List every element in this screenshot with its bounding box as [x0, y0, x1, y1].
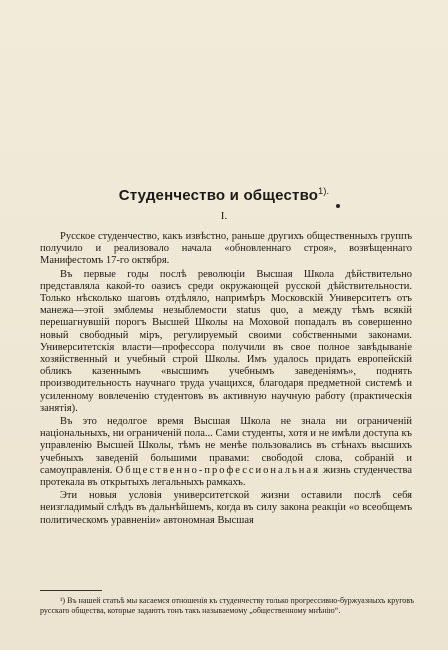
footnote [40, 596, 414, 616]
paragraph-4: Эти новыя условія университетской жизни оставили послѣ себя неизгладимый слѣдъ въ дальнѣйшемъ, когда въ силу закона реакціи «о всеобщемъ политическомъ уравненіи» автономная Высшая [40, 490, 412, 526]
paragraph-2: Въ первые годы послѣ революціи Высшая Школа дѣйствительно представляла какой-то оазисъ среди окружающей русской дѣйствительности. Только нѣсколько шаговъ отдѣляло, напримѣръ Московскій Университетъ отъ манежа—этой эмблемы незыблемости status quo, а между тѣмъ всякій перешагнувшій порогъ Высшей Школы на Моховой попадалъ въ совершенно новый свободный міръ, регулируемый своими собственными законами. Университетскія власти—профессора получили въ свое полное завѣдываніе хозяйственный и учебный строй Школы. Имъ удалось придать европейскій обликъ казеннымъ «высшимъ учебнымъ заведеніямъ», поднять производительность научнаго труда учащихся, благодаря предметной системѣ и усиленному вовлеченію студентовъ въ активную научную работу (практическія занятія). [40, 268, 412, 414]
paragraph-3-end: жизнь студенчества протекала въ открытыхъ легальныхъ рамкахъ. [40, 464, 413, 489]
paragraph-3-start: Въ это недолгое время Высшая Школа не знала ни ограниченій національныхъ, ни ограниченій пола... Сами студенты, хотя и не имѣли доступа къ управленію Высшей Школы, тѣмъ не менѣе пользовались въ стѣнахъ высшихъ учебныхъ заведеній большими правами: свободой слова, собраній и самоуправленія. [40, 416, 412, 476]
title-text: Студенчество и общество [118, 187, 319, 204]
paragraph-3 [40, 416, 412, 489]
footnote-divider [40, 590, 102, 591]
paragraph-1: Русское студенчество, какъ извѣстно, раньше другихъ общественныхъ группъ получило и реализовало начала «обновленнаго строя», возвѣщеннаго Манифестомъ 17-го октября. [40, 231, 412, 267]
article-title [0, 186, 448, 204]
ink-dot [336, 204, 340, 208]
article-body [40, 231, 412, 528]
footnote-text: ¹) Въ нашей статьѣ мы касаемся отношенія къ студенчеству только прогрессивно-буржуазныхъ круговъ русскаго общества, которые задаютъ тонъ такъ называемому „общественному мнѣнію“. [40, 596, 414, 615]
spaced-emphasis: Общественно-профессиональная [115, 464, 320, 476]
section-number: I. [220, 210, 228, 222]
title-footnote-marker: 1). [318, 186, 330, 196]
